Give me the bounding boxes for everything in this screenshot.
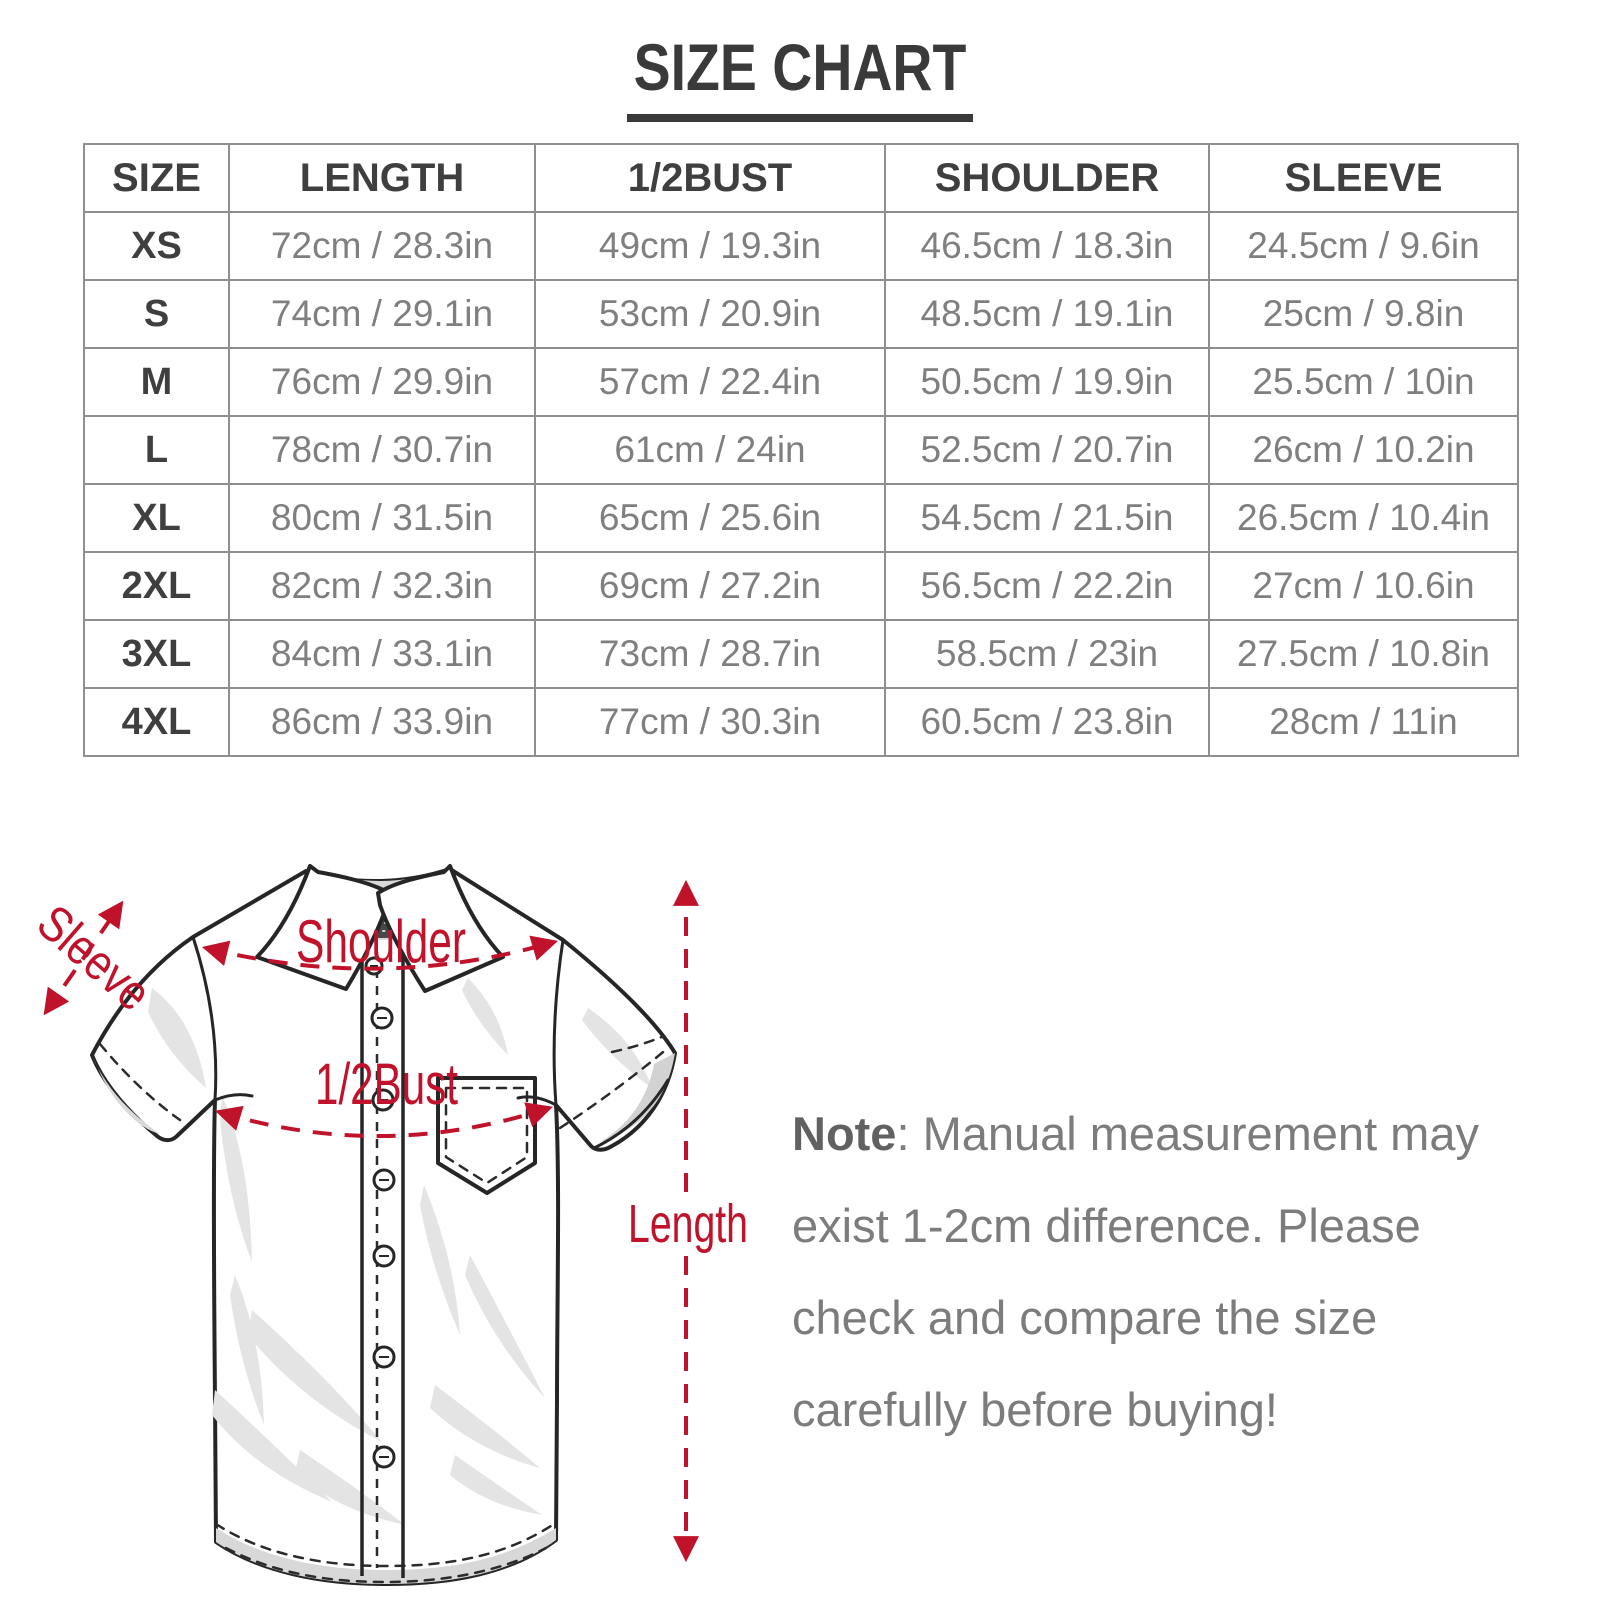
cell-sleeve: 27.5cm / 10.8in [1209,620,1518,688]
cell-halfbust: 77cm / 30.3in [535,688,885,756]
table-row [84,620,1518,688]
length-label: Length [628,1194,748,1254]
button [374,1347,394,1367]
cell-halfbust: 57cm / 22.4in [535,348,885,416]
button [374,1170,394,1190]
cell-shoulder: 48.5cm / 19.1in [885,280,1209,348]
cell-sleeve: 27cm / 10.6in [1209,552,1518,620]
cell-size: M [84,348,229,416]
cell-shoulder: 50.5cm / 19.9in [885,348,1209,416]
note-line-3: check and compare the size [792,1291,1378,1344]
cell-halfbust: 65cm / 25.6in [535,484,885,552]
table-row [84,348,1518,416]
cell-halfbust: 49cm / 19.3in [535,212,885,280]
measurement-note [792,1088,1482,1456]
cell-shoulder: 52.5cm / 20.7in [885,416,1209,484]
shirt-measurement-diagram [0,828,780,1600]
cell-sleeve: 26cm / 10.2in [1209,416,1518,484]
cell-halfbust: 61cm / 24in [535,416,885,484]
note-line-2: exist 1-2cm difference. Please [792,1199,1421,1252]
cell-length: 78cm / 30.7in [229,416,535,484]
table-row [84,484,1518,552]
page-title: SIZE CHART [627,34,973,122]
cell-size: XS [84,212,229,280]
page-title-wrap [0,30,1600,122]
cell-size: 3XL [84,620,229,688]
bust-label: 1/2Bust [315,1052,458,1117]
cell-halfbust: 69cm / 27.2in [535,552,885,620]
cell-sleeve: 28cm / 11in [1209,688,1518,756]
cell-halfbust: 73cm / 28.7in [535,620,885,688]
table-row [84,688,1518,756]
button [374,1246,394,1266]
column-header-sleeve: SLEEVE [1209,144,1518,212]
column-header-length: LENGTH [229,144,535,212]
cell-size: S [84,280,229,348]
cell-shoulder: 54.5cm / 21.5in [885,484,1209,552]
cell-length: 76cm / 29.9in [229,348,535,416]
cell-size: 4XL [84,688,229,756]
table-header-row [84,144,1518,212]
cell-sleeve: 25cm / 9.8in [1209,280,1518,348]
note-bold-prefix: Note [792,1107,897,1160]
cell-length: 84cm / 33.1in [229,620,535,688]
cell-length: 86cm / 33.9in [229,688,535,756]
note-line-1: Note: Manual measurement may [792,1107,1479,1160]
shirt-body-outline [92,869,675,1584]
cell-length: 74cm / 29.1in [229,280,535,348]
button [374,1447,394,1467]
cell-shoulder: 60.5cm / 23.8in [885,688,1209,756]
sleeve-label: Sleeve [26,894,179,1037]
button [372,1008,392,1028]
column-header-halfbust: 1/2BUST [535,144,885,212]
size-chart-table [83,143,1519,757]
table-row [84,212,1518,280]
table-row [84,552,1518,620]
table-body [84,212,1518,756]
cell-size: 2XL [84,552,229,620]
cell-size: XL [84,484,229,552]
shoulder-label: Shoulder [296,908,466,975]
cell-length: 82cm / 32.3in [229,552,535,620]
cell-length: 80cm / 31.5in [229,484,535,552]
note-line-4: carefully before buying! [792,1383,1278,1436]
table-row [84,280,1518,348]
table-row [84,416,1518,484]
cell-sleeve: 26.5cm / 10.4in [1209,484,1518,552]
cell-shoulder: 56.5cm / 22.2in [885,552,1209,620]
column-header-shoulder: SHOULDER [885,144,1209,212]
cell-halfbust: 53cm / 20.9in [535,280,885,348]
cell-shoulder: 46.5cm / 18.3in [885,212,1209,280]
column-header-size: SIZE [84,144,229,212]
cell-sleeve: 25.5cm / 10in [1209,348,1518,416]
cell-size: L [84,416,229,484]
cell-shoulder: 58.5cm / 23in [885,620,1209,688]
cell-sleeve: 24.5cm / 9.6in [1209,212,1518,280]
cell-length: 72cm / 28.3in [229,212,535,280]
